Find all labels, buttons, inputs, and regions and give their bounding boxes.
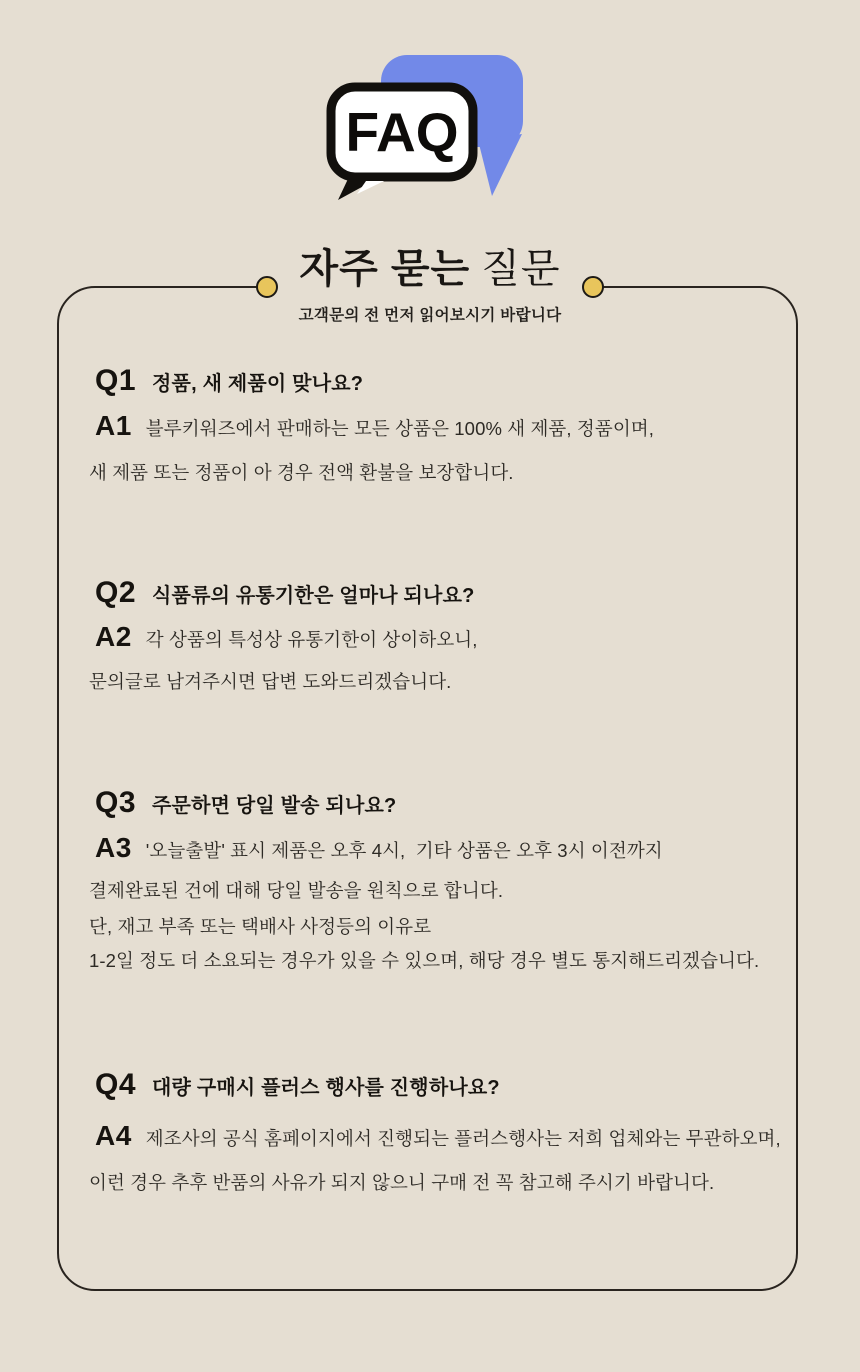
question-text: 정품, 새 제품이 맞나요? [152, 373, 364, 395]
page-title-light: 질문 [481, 247, 561, 291]
answer-text: 블루키워즈에서 판매하는 모든 상품은 100% 새 제품, 정품이며, [145, 418, 655, 439]
answer-text: 제조사의 공식 홈페이지에서 진행되는 플러스행사는 저희 업체와는 무관하오며, [145, 1128, 781, 1149]
question-row [95, 786, 396, 820]
question-text: 대량 구매시 플러스 행사를 진행하나요? [152, 1077, 500, 1099]
answer-row [95, 832, 663, 864]
faq-logo [326, 50, 534, 202]
faq-logo-text: FAQ [345, 101, 459, 163]
question-text: 식품류의 유통기한은 얼마나 되나요? [152, 585, 475, 607]
question-label: Q4 [95, 1068, 137, 1101]
answer-text: 각 상품의 특성상 유통기한이 상이하오니, [145, 629, 478, 650]
question-label: Q2 [95, 576, 137, 609]
question-row [95, 364, 363, 398]
answer-text: '오늘출발' 표시 제품은 오후 4시, 기타 상품은 오후 3시 이전까지 [145, 840, 663, 861]
question-label: Q3 [95, 786, 137, 819]
question-row [95, 1068, 500, 1102]
answer-row [95, 1120, 781, 1152]
answer-label: A3 [95, 832, 132, 863]
answer-text: 단, 재고 부족 또는 택배사 사정등의 이유로 [89, 916, 432, 937]
page-title-bold: 자주 묻는 [299, 247, 471, 291]
answer-text: 이런 경우 추후 반품의 사유가 되지 않으니 구매 전 꼭 참고해 주시기 바랍니다. [89, 1172, 715, 1193]
answer-row [95, 621, 478, 653]
answer-text: 문의글로 남겨주시면 답변 도와드리겠습니다. [89, 671, 452, 692]
answer-text: 결제완료된 건에 대해 당일 발송을 원칙으로 합니다. [89, 880, 504, 901]
question-label: Q1 [95, 364, 137, 397]
page-title [0, 247, 860, 291]
question-row [95, 576, 475, 610]
question-text: 주문하면 당일 발송 되나요? [152, 795, 397, 817]
answer-text: 1-2일 정도 더 소요되는 경우가 있을 수 있으며, 해당 경우 별도 통지해드리겠습니다. [89, 950, 760, 971]
page-subtitle: 고객문의 전 먼저 읽어보시기 바랍니다 [298, 307, 562, 324]
answer-label: A1 [95, 410, 132, 441]
answer-label: A4 [95, 1120, 132, 1151]
answer-text: 새 제품 또는 정품이 아 경우 전액 환불을 보장합니다. [89, 462, 514, 483]
answer-row [95, 410, 654, 442]
speech-bubbles-icon [326, 50, 534, 202]
answer-label: A2 [95, 621, 132, 652]
